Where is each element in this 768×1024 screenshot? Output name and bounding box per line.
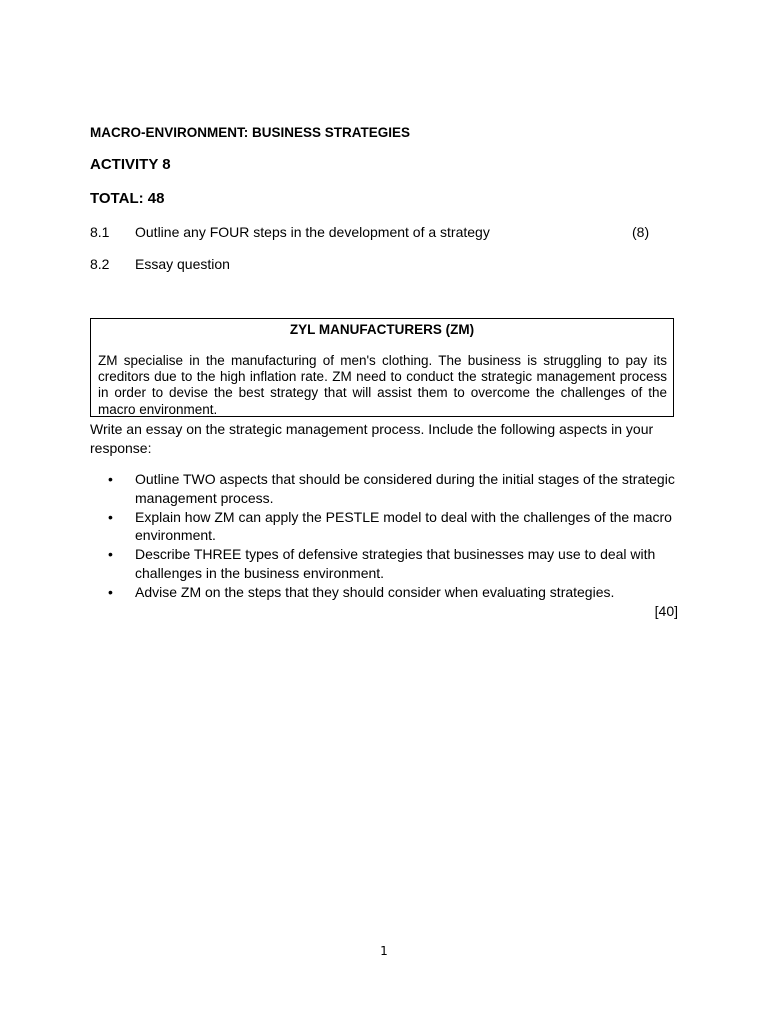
list-item [108,508,688,545]
case-study-box [90,318,674,417]
list-item [108,470,688,507]
essay-instruction: Write an essay on the strategic management process. Include the following aspects in your response: [90,421,654,456]
page-number: 1 [380,944,388,958]
list-item-text: Describe THREE types of defensive strategies that businesses may use to deal with challenges in the business environment. [135,546,656,581]
list-item [108,545,688,582]
list-item [108,583,688,602]
activity-title: ACTIVITY 8 [90,156,171,173]
list-item-text: Outline TWO aspects that should be considered during the initial stages of the strategic management process. [135,471,675,506]
bullet-icon: • [108,471,113,487]
section-heading: MACRO-ENVIRONMENT: BUSINESS STRATEGIES [90,125,411,140]
essay-aspects-list [108,470,688,602]
question-text: Outline any FOUR steps in the development of a strategy [135,224,490,240]
bullet-icon: • [108,508,113,525]
list-item-text: Explain how ZM can apply the PESTLE model to deal with the challenges of the macro environment. [135,508,672,543]
essay-marks: [40] [654,603,678,619]
question-text: Essay question [135,256,230,272]
question-marks: (8) [632,224,650,240]
question-number: 8.1 [90,224,110,240]
case-study-title: ZYL MANUFACTURERS (ZM) [289,322,475,337]
question-number: 8.2 [90,256,110,272]
list-item-text: Advise ZM on the steps that they should consider when evaluating strategies. [135,583,615,600]
case-study-text: ZM specialise in the manufacturing of men's clothing. The business is struggling to pay its creditors due to the high inflation rate. ZM need to conduct the strategic management process in order to devise the best strategy that will assist them to overcome the challenges of the macro environment. [98,353,667,417]
total-marks: TOTAL: 48 [90,190,165,207]
bullet-icon: • [108,583,113,600]
bullet-icon: • [108,546,113,562]
